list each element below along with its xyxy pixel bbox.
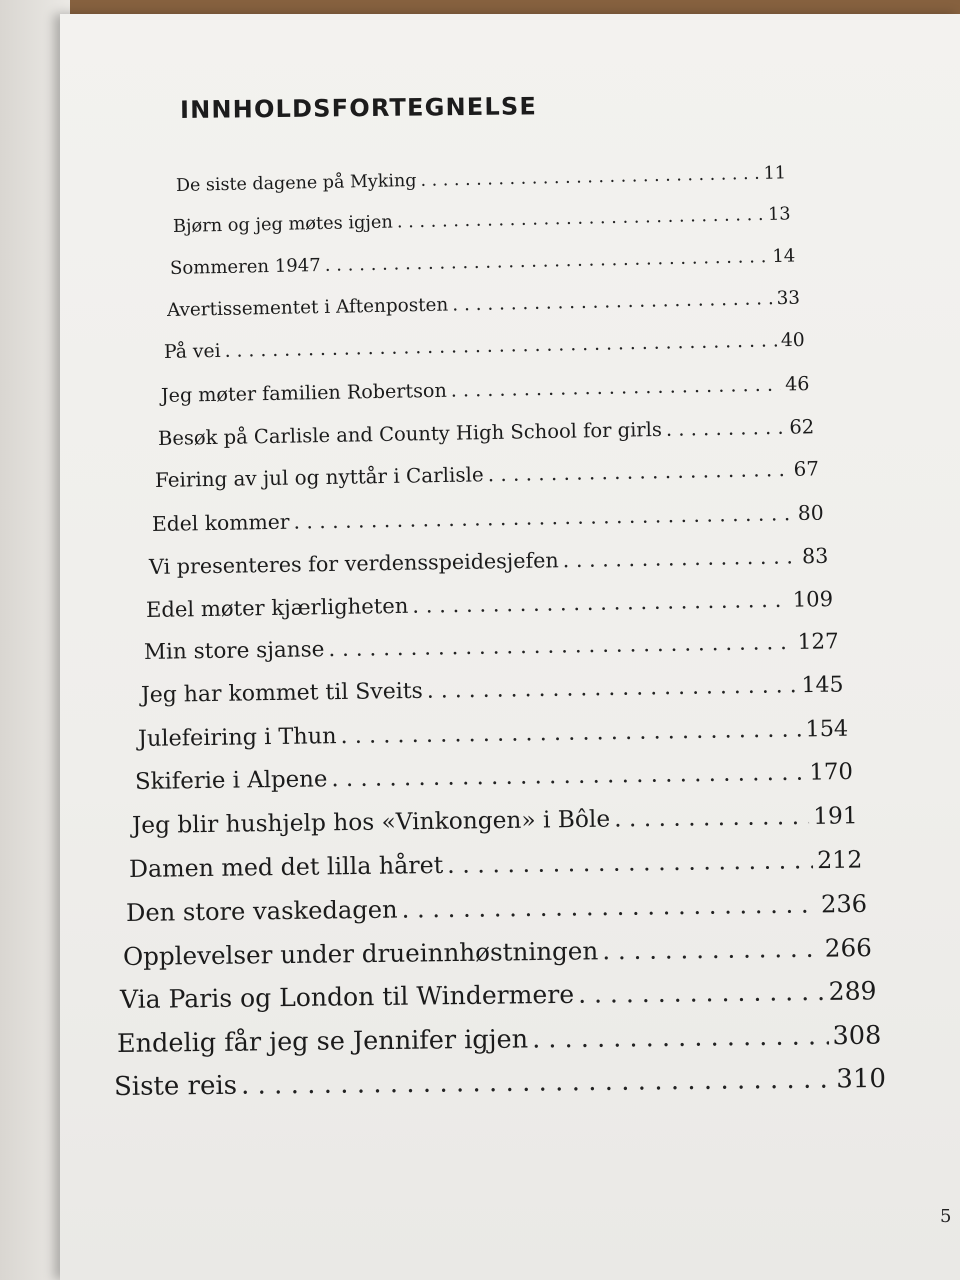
toc-entry-title: Skiferie i Alpene <box>134 766 328 796</box>
toc-leader-dots <box>328 630 794 662</box>
toc-entry-page: 308 <box>832 1020 882 1051</box>
toc-leader-dots <box>451 373 782 402</box>
toc-entry-page: 40 <box>780 330 806 352</box>
toc-entry-page: 13 <box>767 204 791 225</box>
toc-entry-title: Siste reis <box>113 1070 238 1102</box>
toc-entry <box>126 889 867 926</box>
toc-entry <box>140 673 843 709</box>
toc-leader-dots <box>340 716 801 749</box>
toc-entry <box>152 500 824 535</box>
toc-entry-page: 236 <box>820 889 868 918</box>
toc-entry-page: 11 <box>763 163 787 184</box>
toc-entry-title: Julefeiring i Thun <box>137 723 337 753</box>
toc-leader-dots <box>420 164 760 191</box>
toc-entry-title: Jeg møter familien Robertson <box>161 379 448 408</box>
toc-entry-page: 145 <box>800 672 844 699</box>
toc-entry-title: Den store vaskedagen <box>125 895 398 927</box>
toc-leader-dots <box>614 803 809 833</box>
toc-entry-page: 310 <box>836 1063 887 1095</box>
toc-entry <box>117 1020 882 1058</box>
page-number: 5 <box>940 1206 952 1227</box>
toc-entry <box>158 415 815 450</box>
toc-leader-dots <box>426 673 797 704</box>
toc-leader-dots <box>241 1064 833 1100</box>
toc-entry <box>123 933 872 971</box>
toc-entry <box>164 330 805 363</box>
toc-entry-page: 127 <box>796 629 839 656</box>
toc-entry-page: 289 <box>828 976 877 1007</box>
toc-entry-title: Avertissementet i Aftenposten <box>166 294 449 322</box>
toc-leader-dots <box>447 847 813 880</box>
toc-leader-dots <box>488 458 790 486</box>
toc-entry-title: Min store sjanse <box>143 637 325 666</box>
toc-leader-dots <box>401 890 817 923</box>
toc-entry-title: Bjørn og jeg møtes igjen <box>172 212 394 237</box>
toc-leader-dots <box>452 288 773 315</box>
toc-entry <box>146 586 833 622</box>
toc-entry-page: 83 <box>802 543 829 568</box>
toc-entry <box>143 629 838 665</box>
toc-entry-page: 46 <box>785 372 810 396</box>
toc-entry <box>120 977 877 1015</box>
toc-entry-page: 14 <box>772 245 796 268</box>
toc-leader-dots <box>666 415 786 440</box>
toc-heading: INNHOLDSFORTEGNELSE <box>179 92 538 124</box>
toc-entry <box>114 1064 886 1102</box>
toc-leader-dots <box>397 205 765 233</box>
toc-leader-dots <box>413 587 790 618</box>
toc-entry-page: 80 <box>797 500 825 525</box>
toc-entry-title: Via Paris og London til Windermere <box>119 979 575 1015</box>
toc-entry-title: Besøk på Carlisle and County High School for girls <box>158 417 663 450</box>
toc-entry-title: Endelig får jeg se Jennifer igjen <box>116 1024 529 1059</box>
toc-leader-dots <box>331 760 805 793</box>
toc-entry <box>132 802 858 839</box>
toc-entry <box>170 246 796 279</box>
toc-leader-dots <box>532 1021 829 1054</box>
toc-entry-page: 62 <box>789 414 815 439</box>
toc-entry <box>134 759 852 795</box>
toc-entry-title: På vei <box>163 341 221 364</box>
toc-entry-title: Edel kommer <box>152 509 291 536</box>
toc-entry-title: Damen med det lilla håret <box>128 851 444 884</box>
toc-entry <box>167 288 800 321</box>
toc-leader-dots <box>578 977 825 1009</box>
toc-entry <box>137 716 848 752</box>
toc-leader-dots <box>563 544 799 572</box>
toc-entry <box>155 458 819 493</box>
toc-leader-dots <box>325 246 769 276</box>
toc-entry-title: Feiring av jul og nyttår i Carlisle <box>155 463 485 493</box>
toc-leader-dots <box>602 934 821 966</box>
toc-entry-page: 266 <box>824 932 872 963</box>
toc-entry-title: Jeg blir hushjelp hos «Vinkongen» i Bôle <box>131 805 611 840</box>
toc-entry-page: 33 <box>776 287 801 310</box>
toc-entry-page: 191 <box>812 802 858 831</box>
toc-entry-title: Sommeren 1947 <box>169 255 322 280</box>
toc-entry-page: 154 <box>804 715 849 743</box>
toc-entry-title: Jeg har kommet til Sveits <box>140 678 423 709</box>
toc-entry-title: De siste dagene på Myking <box>175 170 417 196</box>
toc-entry <box>149 543 829 578</box>
toc-leader-dots <box>225 331 778 362</box>
toc-leader-dots <box>294 501 795 533</box>
toc-entry-page: 109 <box>793 586 834 612</box>
toc-entry-title: Edel møter kjærligheten <box>146 593 409 623</box>
toc-entry <box>173 204 791 237</box>
toc-entry-page: 67 <box>793 457 820 482</box>
toc-entry-page: 170 <box>808 759 853 786</box>
toc-entry-title: Vi presenteres for verdensspeidesjefen <box>149 547 560 579</box>
toc-entry-title: Opplevelser under drueinnhøstningen <box>122 936 599 971</box>
toc-entry <box>176 163 786 196</box>
toc-entry-page: 212 <box>816 845 863 875</box>
toc-entry <box>129 846 863 884</box>
toc-entry <box>161 372 810 407</box>
